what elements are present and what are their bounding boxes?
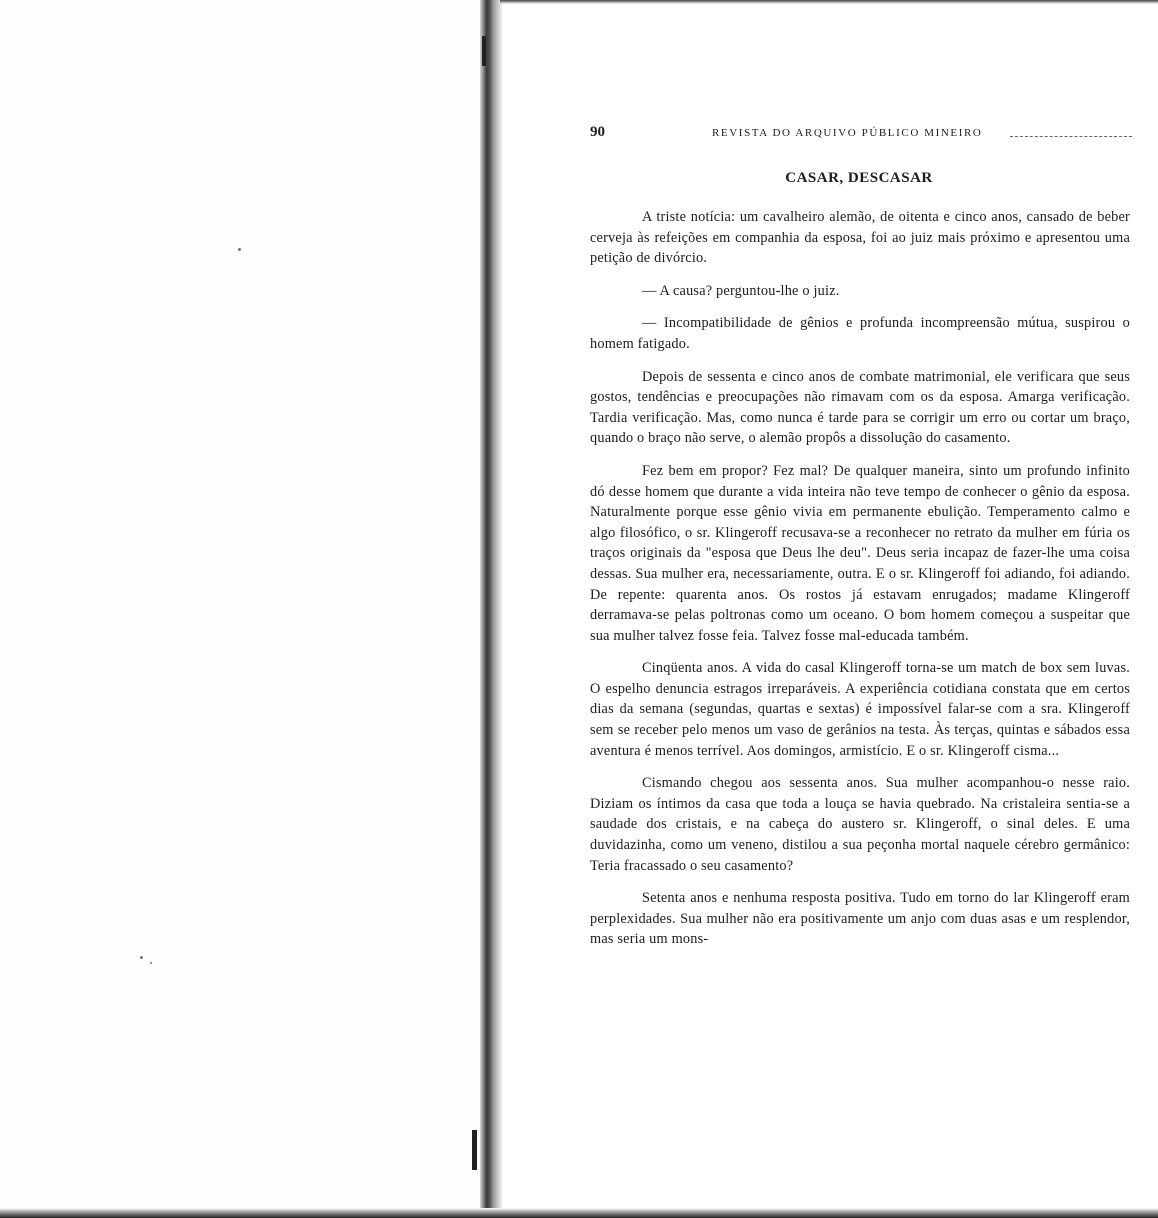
paper-speck	[140, 956, 143, 959]
paragraph: — A causa? perguntou-lhe o juiz.	[642, 282, 840, 299]
binding-mark	[472, 1130, 477, 1170]
paragraph: Cinqüenta anos. A vida do casal Klingeroff torna-se um match de box sem luvas. O espelho denuncia estragos irreparáveis. A experiência cotidiana constata que em certos dias da semana (segundas, quartas e sextas) é impossível falar-se com a sra. Klingeroff sem se receber pelo menos um vaso de gerânios na testa. Às terças, quintas e sábados essa aventura é menos terrível. Aos domingos, armistício. E o sr. Klingeroff cisma...	[590, 660, 1130, 759]
binding-mark	[482, 36, 486, 66]
paragraph: — Incompatibilidade de gênios e profunda incompreensão mútua, suspirou o homem fatigado.	[590, 315, 1130, 352]
paragraph: Depois de sessenta e cinco anos de combate matrimonial, ele verificara que seus gostos, tendências e preocupações não rimavam com os da esposa. Amarga verificação. Tardia verificação. Mas, como nunca é tarde para se corrigir um erro ou cortar um braço, quando o braço não serve, o alemão propôs a dissolução do casamento.	[590, 368, 1130, 447]
paragraph: Cismando chegou aos sessenta anos. Sua mulher acompanhou-o nesse raio. Diziam os íntimos da casa que toda a louça se havia quebrado. Na cristaleira sentia-se a saudade dos cristais, e na cabeça do austero sr. Klingeroff, o sinal deles. E uma duvidazinha, como um veneno, distilou a sua peçonha mortal naquele cérebro germânico: Teria fracassado o seu casamento?	[590, 775, 1130, 874]
bottom-edge	[0, 1208, 1158, 1218]
paragraph: Fez bem em propor? Fez mal? De qualquer maneira, sinto um profundo infinito dó desse homem que durante a vida inteira não teve tempo de conhecer o gênio da esposa. Naturalmente porque esse gênio vivia em permanente ebulição. Temperamento calmo e algo filosófico, o sr. Klingeroff recusava-se a reconhecer no retrato da mulher em fúria os traços originais da "esposa que Deus lhe deu". Deus seria incapaz de fazer-lhe uma coisa dessas. Sua mulher era, necessariamente, outra. E o sr. Klingeroff foi adiando, foi adiando. De repente: quarenta anos. Os rostos já estavam enrugados; madame Klingeroff derramava-se pelas poltronas como um oceano. O bom homem começou a suspeitar que sua mulher talvez fosse feia. Talvez fosse mal-educada também.	[590, 462, 1130, 644]
journal-title: REVISTA DO ARQUIVO PÚBLICO MINEIRO	[712, 127, 983, 139]
left-blank-page	[0, 0, 484, 1218]
paper-speck	[150, 962, 152, 964]
article-title: CASAR, DESCASAR	[785, 170, 933, 186]
running-header	[590, 124, 1128, 148]
header-dashes	[1010, 136, 1132, 137]
page-number: 90	[590, 124, 605, 140]
book-gutter	[480, 0, 502, 1218]
paragraph: Setenta anos e nenhuma resposta positiva. Tudo em torno do lar Klingeroff eram perplexidades. Sua mulher não era positivamente um anjo com duas asas e um resplendor, mas seria um mons-	[590, 890, 1130, 948]
article-body	[590, 207, 1130, 962]
paragraph: A triste notícia: um cavalheiro alemão, de oitenta e cinco anos, cansado de beber cerveja às refeições em companhia da esposa, foi ao juiz mais próximo e apresentou uma petição de divórcio.	[590, 209, 1130, 267]
paper-speck	[238, 248, 241, 251]
right-text-page	[502, 0, 1158, 1208]
